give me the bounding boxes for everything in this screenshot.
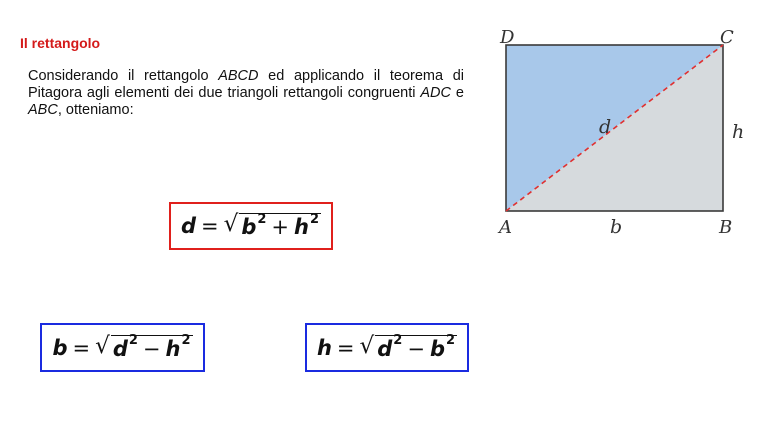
term-a: d xyxy=(112,336,128,361)
term-a: b xyxy=(241,215,257,239)
diagonal-formula xyxy=(181,213,321,239)
term-b: h xyxy=(165,336,181,361)
term-b: h xyxy=(294,215,309,239)
height-formula xyxy=(316,332,457,361)
diagonal-formula-box xyxy=(169,202,333,250)
height-formula-box xyxy=(305,323,469,372)
intro-adc: ADC xyxy=(420,85,452,101)
base-label: b xyxy=(610,216,623,238)
formula-operator: + xyxy=(271,215,290,239)
exponent-b: 2 xyxy=(181,333,191,349)
exponent-a: 2 xyxy=(393,333,403,349)
formula-equals: = xyxy=(336,335,355,360)
formula-equals: = xyxy=(200,214,219,238)
exponent-b: 2 xyxy=(309,211,320,227)
intro-text-1: Considerando il rettangolo xyxy=(28,68,219,84)
term-a: d xyxy=(377,336,393,361)
height-label: h xyxy=(732,121,745,143)
intro-paragraph xyxy=(28,68,464,119)
formula-operator: − xyxy=(407,336,425,361)
radical-sign-icon: √ xyxy=(359,332,375,359)
formula-operator: − xyxy=(142,336,161,361)
intro-text-3: e xyxy=(451,85,464,101)
intro-text-4: , otteniamo: xyxy=(57,102,134,118)
vertex-b-label: B xyxy=(719,217,733,238)
formula-lhs: h xyxy=(316,335,332,360)
intro-abc: ABC xyxy=(28,102,58,118)
vertex-c-label: C xyxy=(720,27,734,48)
intro-abcd: ABCD xyxy=(218,68,259,84)
square-root xyxy=(359,332,458,361)
intro-text-2: ed applicando il teorema di Pitagora agli elementi dei due triangoli rettangoli congruenti xyxy=(28,68,464,101)
vertex-a-label: A xyxy=(499,217,512,238)
term-b: b xyxy=(429,336,445,361)
diagonal-label: d xyxy=(599,116,612,138)
exponent-a: 2 xyxy=(128,333,138,349)
exponent-a: 2 xyxy=(257,211,267,227)
radical-sign-icon: √ xyxy=(223,211,239,237)
radicand xyxy=(239,213,321,239)
square-root xyxy=(95,332,192,361)
exponent-b: 2 xyxy=(445,333,456,349)
square-root xyxy=(224,213,321,239)
base-formula xyxy=(52,332,192,361)
formula-lhs: b xyxy=(52,335,68,360)
section-title: Il rettangolo xyxy=(20,35,101,51)
rectangle-diagram xyxy=(490,25,760,240)
vertex-d-label: D xyxy=(500,27,515,48)
radicand xyxy=(111,335,193,361)
formula-equals: = xyxy=(72,335,91,360)
formula-lhs: d xyxy=(180,214,196,238)
base-formula-box xyxy=(40,323,205,372)
radicand xyxy=(375,335,457,361)
radical-sign-icon: √ xyxy=(95,332,110,359)
